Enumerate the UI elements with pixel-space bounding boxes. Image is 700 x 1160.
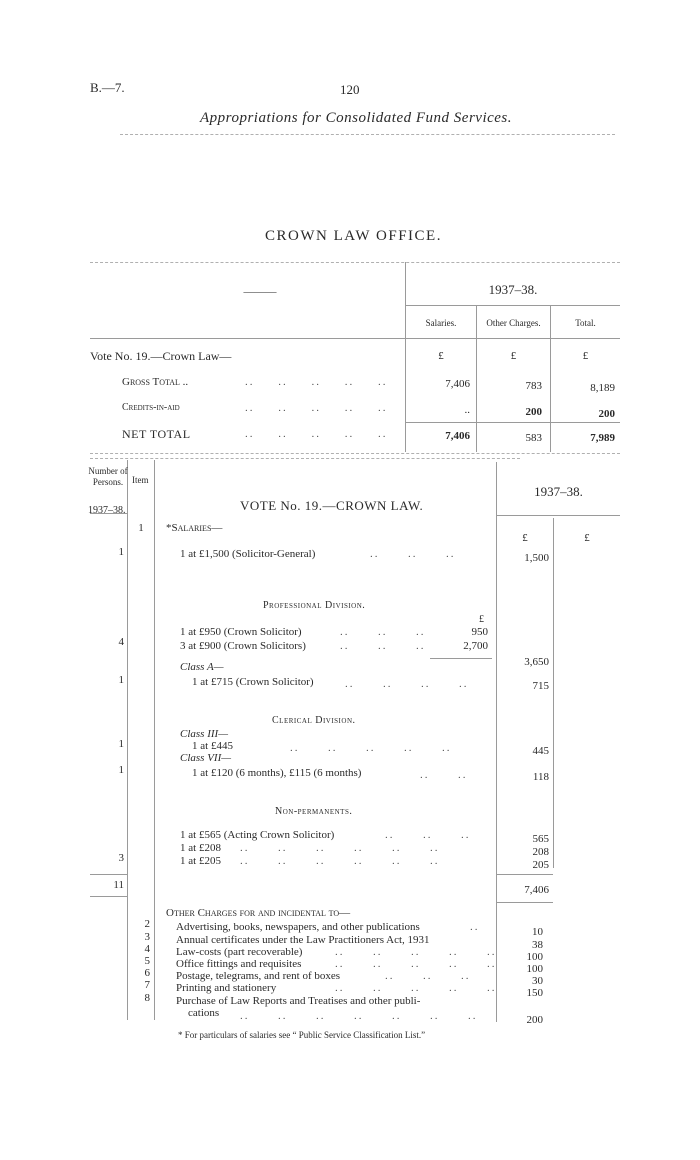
professional-sub-1: 950	[471, 626, 488, 638]
persons-col-rule	[127, 460, 128, 1020]
header-rule	[120, 134, 615, 135]
currency-total: £	[582, 350, 589, 362]
persons-solicitor-general: 1	[118, 546, 124, 558]
non-permanent-amount-1: 565	[532, 833, 549, 845]
salaries-total-rule-bottom	[497, 902, 553, 903]
net-salaries: 7,406	[445, 430, 470, 442]
gross-total: 8,189	[590, 382, 615, 394]
class-iii-line: 1 at £445	[192, 740, 233, 752]
summary-top-rule	[90, 262, 620, 263]
summary-stub-dash: ———	[243, 286, 277, 298]
item-number-2: 2	[144, 918, 150, 930]
professional-sub-2: 2,700	[463, 640, 488, 652]
item-number-7: 7	[144, 979, 150, 991]
detail-year: 1937–38.	[534, 484, 583, 499]
persons-total-rule-bottom	[90, 896, 127, 897]
document-reference: B.—7.	[90, 80, 125, 95]
amount-law-reports: 200	[526, 1014, 543, 1026]
class-vii-amount: 118	[532, 771, 549, 783]
amount-advertising: 10	[532, 926, 543, 938]
footnote: * For particulars of salaries see “ Public Service Classification List.”	[178, 1030, 426, 1040]
non-permanent-amount-2: 208	[532, 846, 549, 858]
credits-total: 200	[598, 408, 615, 420]
professional-line-2: 3 at £900 (Crown Solicitors)	[180, 640, 306, 652]
clerical-division-heading: Clerical Division.	[272, 715, 356, 726]
amount-office-fittings: 100	[526, 963, 543, 975]
class-iii-label: Class III—	[180, 728, 228, 740]
credits-other: 200	[525, 406, 542, 418]
persons-total-rule-top	[90, 874, 127, 875]
currency-salaries: £	[438, 350, 444, 362]
running-title: Appropriations for Consolidated Fund Services.	[200, 110, 513, 126]
salaries-total: 7,406	[524, 884, 549, 896]
salaries-label: *Salaries—	[166, 522, 223, 534]
item-col-rule	[154, 460, 155, 1020]
other-charge-advertising: Advertising, books, newspapers, and other publications	[176, 921, 420, 933]
non-permanents-heading: Non-permanents.	[275, 806, 353, 817]
non-permanent-line-1: 1 at £565 (Acting Crown Solicitor)	[180, 829, 335, 841]
persons-class-iii: 1	[118, 738, 124, 750]
detail-currency-1: £	[522, 532, 528, 544]
credits-label: Credits-in-aid	[122, 402, 180, 413]
col-item: Item	[132, 475, 149, 485]
amount-col-rule-left	[496, 462, 497, 1022]
non-permanent-line-3: 1 at £205	[180, 855, 221, 867]
professional-amount: 3,650	[524, 656, 549, 668]
gross-other: 783	[525, 380, 542, 392]
salaries-item-number: 1	[138, 522, 144, 534]
year-rule	[497, 515, 620, 516]
other-charge-law-reports-cont: cations	[188, 1007, 220, 1019]
sub-currency: £	[479, 614, 484, 625]
salaries-total-rule-top	[497, 874, 553, 875]
persons-year: 1937–38.	[88, 505, 126, 516]
currency-other: £	[510, 350, 517, 362]
other-charge-office-fittings: Office fittings and requisites	[176, 958, 302, 970]
professional-sub-rule	[430, 658, 492, 659]
other-charge-annual-certificates: Annual certificates under the Law Practitioners Act, 1931	[176, 934, 430, 946]
net-other: 583	[525, 432, 542, 444]
solicitor-general-line: 1 at £1,500 (Solicitor-General)	[180, 548, 316, 560]
class-a-label: Class A—	[180, 661, 224, 673]
item-number-8: 8	[144, 992, 150, 1004]
other-charges-heading: Other Charges for and incidental to—	[166, 907, 351, 919]
persons-non-permanents: 3	[118, 852, 124, 864]
credits-salaries: ..	[464, 404, 470, 416]
other-charge-law-reports: Purchase of Law Reports and Treatises and other publi-	[176, 995, 421, 1007]
summary-year-rule	[406, 305, 620, 306]
class-vii-label: Class VII—	[180, 752, 232, 764]
item-number-3: 3	[144, 931, 150, 943]
page-number: 120	[340, 82, 360, 97]
summary-header-rule	[90, 338, 620, 339]
gross-total-label: Gross Total ..	[122, 376, 189, 388]
item-number-5: 5	[144, 955, 150, 967]
summary-year: 1937–38.	[488, 282, 538, 297]
vote-title: VOTE No. 19.—CROWN LAW.	[240, 498, 424, 513]
non-permanent-line-2: 1 at £208	[180, 842, 221, 854]
professional-division-heading: Professional Division.	[263, 600, 366, 611]
class-vii-line: 1 at £120 (6 months), £115 (6 months)	[192, 767, 362, 779]
class-iii-amount: 445	[532, 745, 549, 757]
net-total: 7,989	[590, 432, 615, 444]
persons-class-vii: 1	[118, 764, 124, 776]
col-salaries: Salaries.	[425, 318, 457, 328]
gross-salaries: 7,406	[445, 378, 470, 390]
amount-printing: 150	[526, 987, 543, 999]
other-charge-postage: Postage, telegrams, and rent of boxes	[176, 970, 341, 982]
professional-line-1: 1 at £950 (Crown Solicitor)	[180, 626, 302, 638]
net-total-rule	[406, 422, 620, 423]
detail-top-rule	[90, 458, 520, 459]
office-title: CROWN LAW OFFICE.	[265, 228, 442, 244]
other-charge-printing: Printing and stationery	[176, 982, 277, 994]
amount-postage: 30	[532, 975, 543, 987]
total-persons: 11	[113, 879, 124, 891]
non-permanent-amount-3: 205	[532, 859, 549, 871]
summary-bottom-rule	[90, 453, 620, 454]
col-other-charges: Other Charges.	[486, 318, 541, 328]
class-a-amount: 715	[532, 680, 549, 692]
net-total-label: NET TOTAL	[122, 427, 191, 441]
persons-professional: 4	[118, 636, 124, 648]
amount-law-costs: 100	[526, 951, 543, 963]
other-charge-law-costs: Law-costs (part recoverable)	[176, 946, 303, 958]
col-total: Total.	[575, 318, 596, 328]
vote-label: Vote No. 19.—Crown Law—	[90, 349, 232, 363]
item-number-6: 6	[144, 967, 150, 979]
col-number-of-persons: Number of Persons.	[88, 466, 128, 487]
detail-currency-2: £	[584, 532, 590, 544]
persons-class-a: 1	[118, 674, 124, 686]
amount-col-rule-mid	[553, 518, 554, 868]
amount-annual-certificates: 38	[532, 939, 543, 951]
item-number-4: 4	[144, 943, 150, 955]
solicitor-general-amount: 1,500	[524, 552, 549, 564]
class-a-line: 1 at £715 (Crown Solicitor)	[192, 676, 314, 688]
